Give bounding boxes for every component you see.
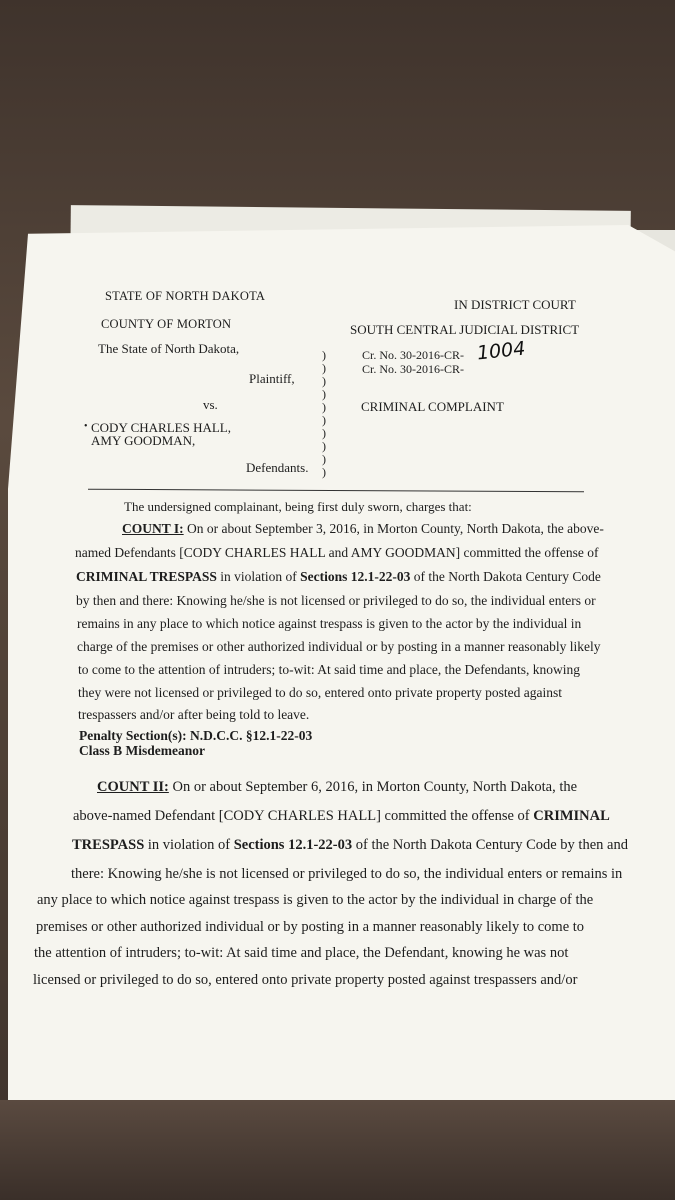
count-1-line-3: CRIMINAL TRESPASS in violation of Sections 12.1-22-03 of the North Dakota Century Code bbox=[76, 569, 601, 584]
count-1-class: Class B Misdemeanor bbox=[79, 743, 205, 758]
handwritten-case-number: 1004 bbox=[475, 337, 527, 365]
count-1-line-5: remains in any place to which notice against trespass is given to the actor by the individual in bbox=[77, 616, 582, 631]
count-1-line-6: charge of the premises or other authorized individual or by posting in a manner reasonably likely bbox=[77, 639, 601, 654]
count-1-line-2: named Defendants [CODY CHARLES HALL and AMY GOODMAN] committed the offense of bbox=[75, 545, 599, 560]
count-1-line-9: trespassers and/or after being told to leave. bbox=[78, 707, 310, 722]
defendant-role: Defendants. bbox=[246, 460, 309, 475]
case-number-2: Cr. No. 30-2016-CR- bbox=[362, 362, 464, 376]
count-1-line-8: they were not licensed or privileged to do so, entered onto private property posted against bbox=[78, 685, 562, 700]
count-2-section: Sections 12.1-22-03 bbox=[233, 837, 353, 853]
caption-divider bbox=[88, 489, 584, 493]
bullet-icon: • bbox=[84, 421, 88, 432]
versus-label: vs. bbox=[203, 397, 218, 412]
defendant-name-1: CODY CHARLES HALL, bbox=[91, 420, 231, 435]
count-2-label: COUNT II: bbox=[97, 779, 169, 795]
count-2-offense-b: TRESPASS bbox=[72, 837, 145, 853]
count-2-line-7: the attention of intruders; to-wit: At said time and place, the Defendant, knowing he was not bbox=[34, 945, 569, 961]
count-1-line-7: to come to the attention of intruders; to-wit: At said time and place, the Defendants, knowing bbox=[78, 662, 581, 677]
count-1-line-4: by then and there: Knowing he/she is not licensed or privileged to do so, the individual enters or bbox=[76, 593, 596, 608]
intro-sentence: The undersigned complainant, being first duly sworn, charges that: bbox=[124, 499, 472, 514]
count-2-line-6: premises or other authorized individual or by posting in a manner reasonably likely to come to bbox=[36, 919, 585, 935]
count-2-offense-a: CRIMINAL bbox=[533, 808, 610, 824]
table-edge bbox=[0, 1100, 675, 1200]
count-1-section: Sections 12.1-22-03 bbox=[300, 569, 411, 584]
document-type: CRIMINAL COMPLAINT bbox=[361, 399, 504, 414]
defendant-name-2: AMY GOODMAN, bbox=[91, 433, 196, 448]
plaintiff-name: The State of North Dakota, bbox=[98, 341, 240, 356]
count-2-line-2: above-named Defendant [CODY CHARLES HALL] committed the offense of CRIMINAL bbox=[73, 808, 610, 824]
count-1-line-1: COUNT I: On or about September 3, 2016, in Morton County, North Dakota, the above- bbox=[122, 521, 604, 536]
county-heading: COUNTY OF MORTON bbox=[101, 317, 232, 331]
count-2-line-3: TRESPASS in violation of Sections 12.1-22-03 of the North Dakota Century Code by then and bbox=[72, 837, 628, 853]
case-number-1: Cr. No. 30-2016-CR- bbox=[362, 348, 464, 362]
count-2-line-8: licensed or privileged to do so, entered onto private property posted against trespassers and/or bbox=[33, 972, 578, 988]
count-2-line-1: COUNT II: On or about September 6, 2016, in Morton County, North Dakota, the bbox=[97, 779, 578, 795]
count-1-offense: CRIMINAL TRESPASS bbox=[76, 569, 217, 584]
state-heading: STATE OF NORTH DAKOTA bbox=[105, 289, 266, 303]
caption-parentheses: ) ) ) ) ) ) ) ) ) ) bbox=[322, 348, 326, 479]
count-2-line-4: there: Knowing he/she is not licensed or privileged to do so, the individual enters or remains in bbox=[71, 866, 623, 882]
count-1-penalty: Penalty Section(s): N.D.C.C. §12.1-22-03 bbox=[79, 728, 313, 743]
count-1-label: COUNT I: bbox=[122, 521, 184, 536]
district-heading: SOUTH CENTRAL JUDICIAL DISTRICT bbox=[350, 322, 580, 337]
count-2-line-5: any place to which notice against trespass is given to the actor by the individual in charge of the bbox=[37, 892, 594, 908]
court-heading: IN DISTRICT COURT bbox=[454, 297, 576, 312]
plaintiff-role: Plaintiff, bbox=[249, 371, 295, 386]
